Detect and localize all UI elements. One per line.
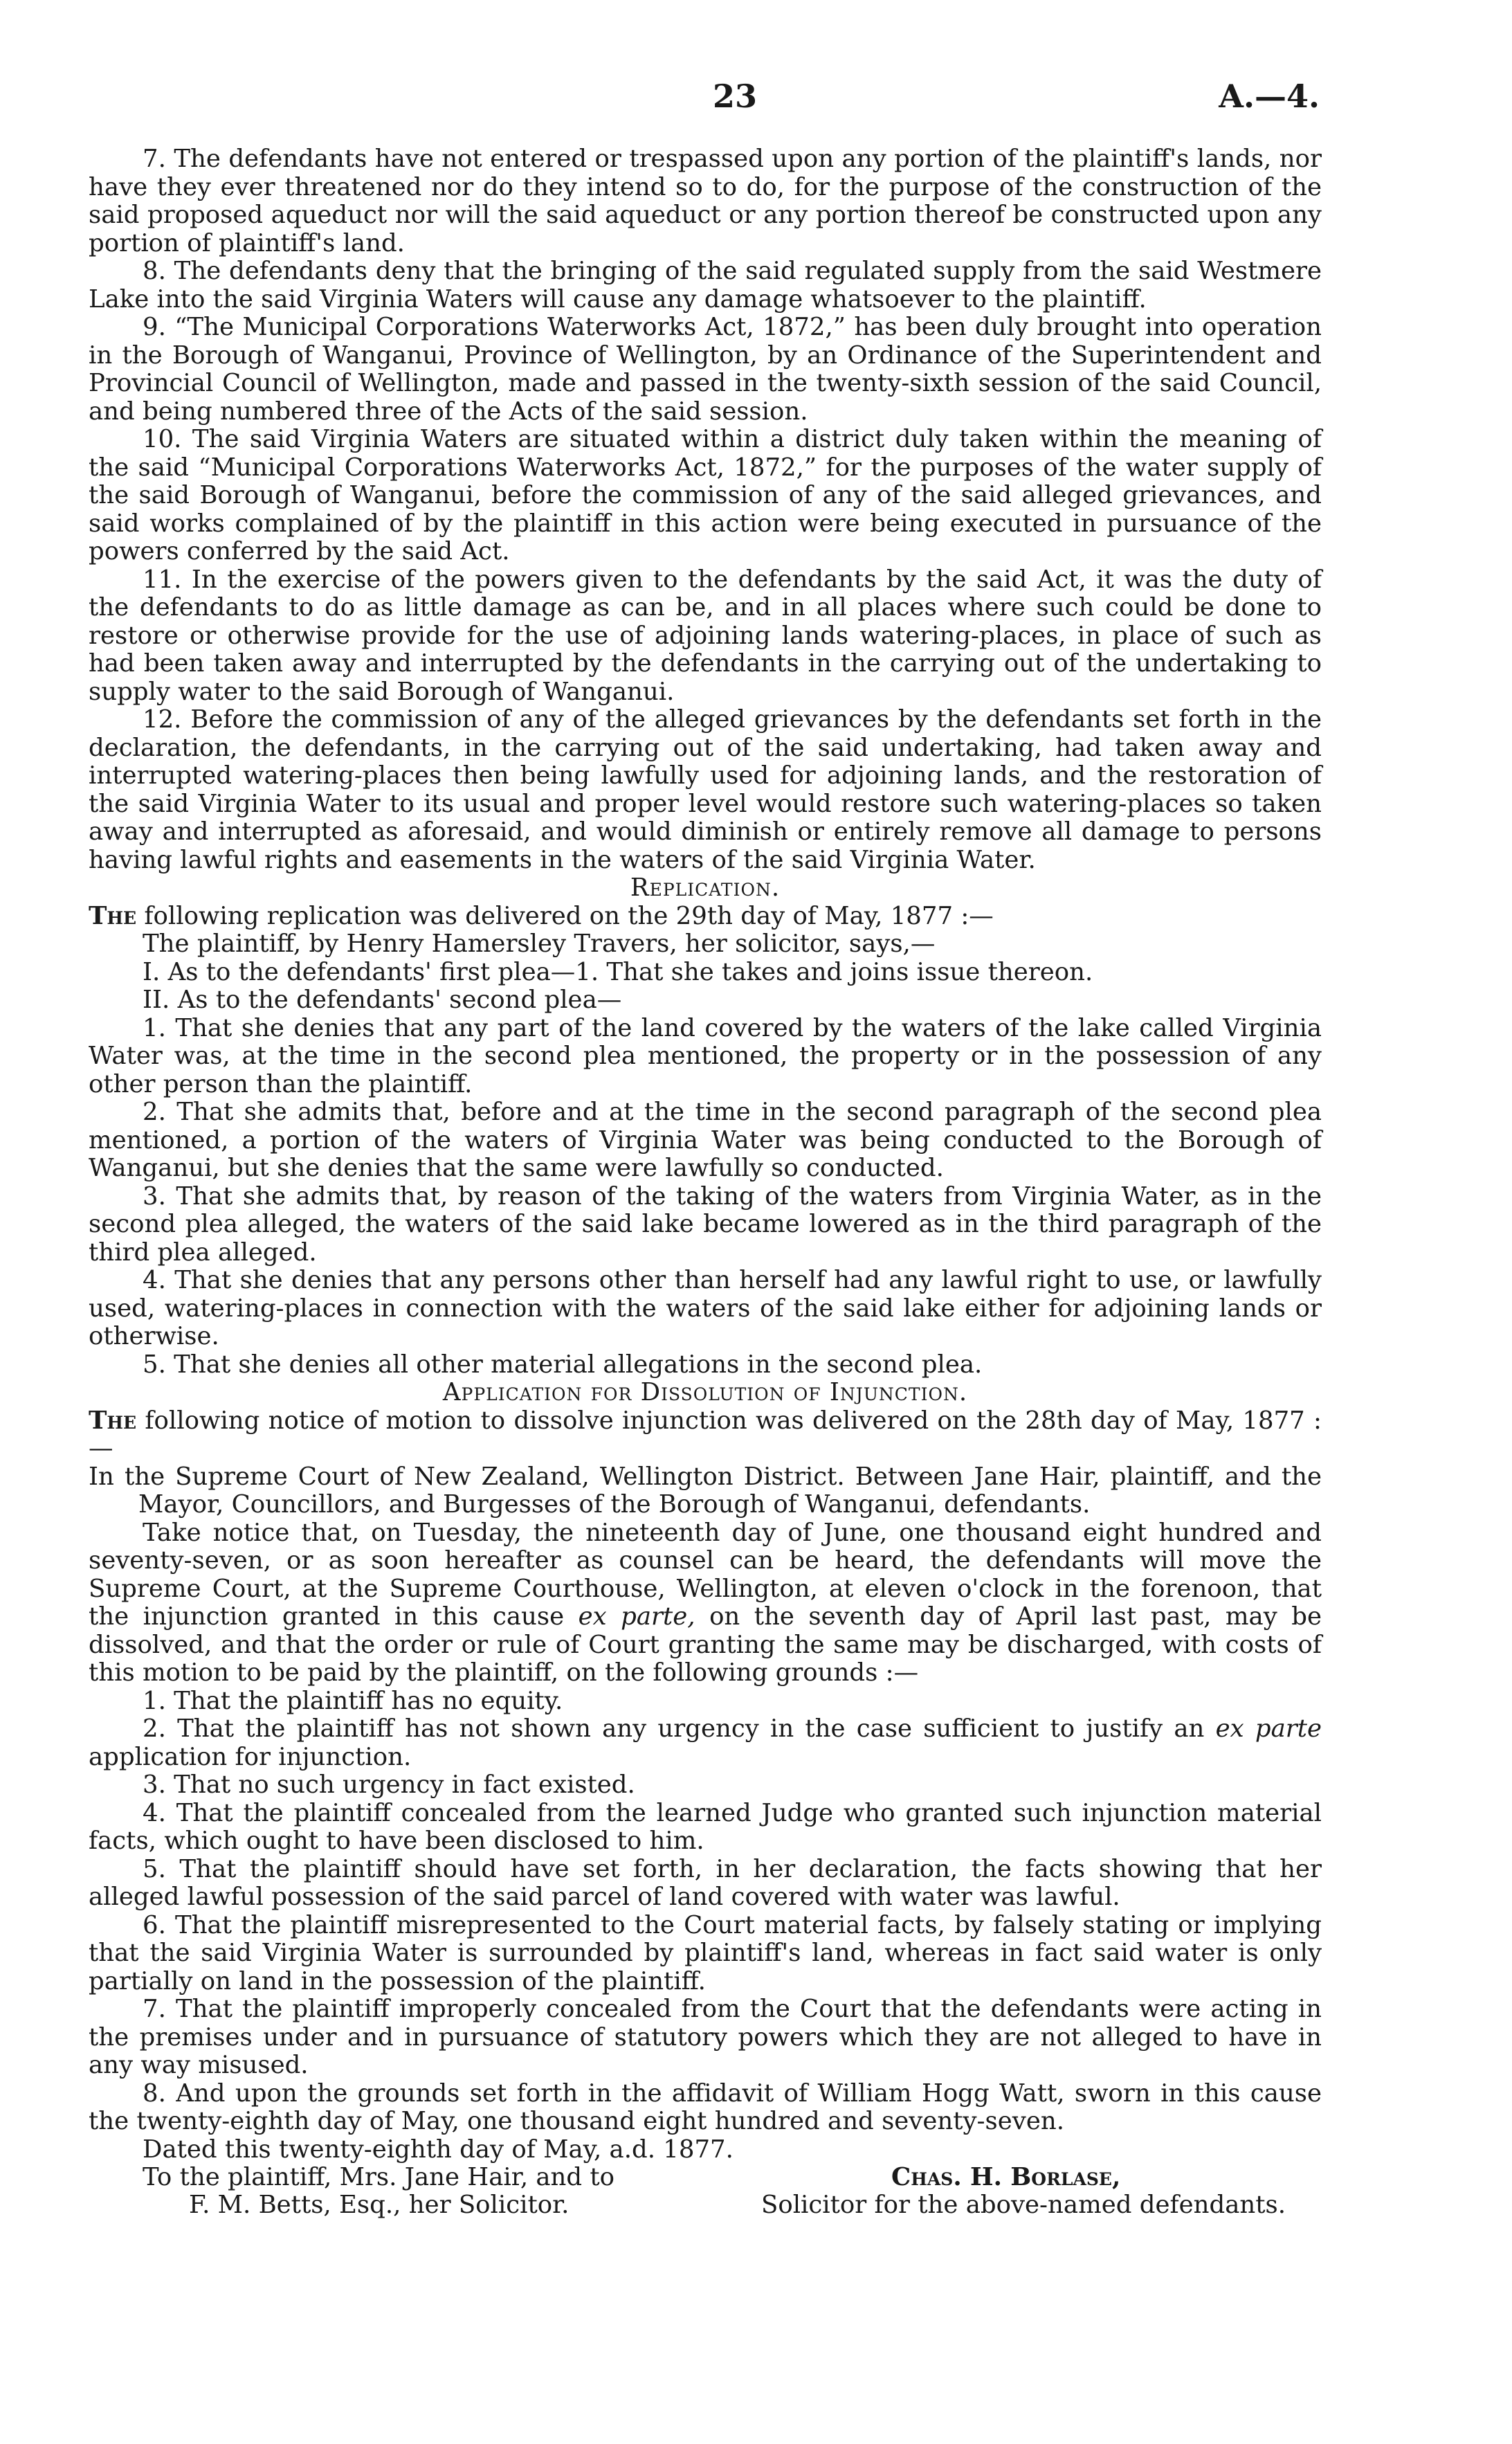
notice-text: Take notice that, on Tuesday, the nineteenth day of June, one thousand eight hundred and seventy-seven, or as soon hereafter as counsel can be heard, the defendants will move the Supreme Court, at the Supreme Courthouse, Wellington, at eleven o'clock in the forenoon, that the injunction granted in this cause	[89, 1518, 1322, 1631]
paragraph: I. As to the defendants' first plea—1. That she takes and joins issue thereon.	[143, 957, 1093, 986]
ground-item: 6. That the plaintiff misrepresented to the Court material facts, by falsely stating or implying that the said Virginia Water is surrounded by plaintiff's land, whereas in fact said water is only partially on land in the possession of the plaintiff.	[89, 1910, 1322, 1995]
section-intro	[89, 1407, 1322, 1463]
ground-text: application for injunction.	[89, 1742, 412, 1771]
document-body	[89, 145, 1322, 2222]
latin-term: ex parte,	[578, 1602, 695, 1631]
latin-term: ex parte	[1215, 1714, 1322, 1743]
page-header	[0, 78, 1512, 119]
paragraph: 7. The defendants have not entered or trespassed upon any portion of the plaintiff's lands, nor have they ever threatened nor do they intend so to do, for the purpose of the construction of the said proposed aqueduct nor will the said aqueduct or any portion thereof be constructed upon any portion of plaintiff's land.	[89, 145, 1322, 257]
paragraph: 3. That she admits that, by reason of the taking of the waters from Virginia Water, as in the second plea alleged, the waters of the said lake became lowered as in the third paragraph of the third plea alleged.	[89, 1182, 1322, 1267]
ground-item: 1. That the plaintiff has no equity.	[143, 1686, 563, 1715]
notice-text: on the seventh day of April last past, may be dissolved, and that the order or rule of Court granting the same may be discharged, with costs of this motion to be paid by the plaintiff, on the following grounds :—	[89, 1602, 1322, 1687]
paragraph: 9. “The Municipal Corporations Waterworks Act, 1872,” has been duly brought into operation in the Borough of Wanganui, Province of Wellington, by an Ordinance of the Superintendent and Provincial Council of Wellington, made and passed in the twenty-sixth session of the said Council, and being numbered three of the Acts of the said session.	[89, 313, 1322, 426]
paragraph: 4. That she denies that any persons other than herself had any lawful right to use, or lawfully used, watering-places in connection with the waters of the said lake either for adjoining lands or otherwise.	[89, 1266, 1322, 1350]
section-intro	[89, 903, 1322, 931]
ground-item: 5. That the plaintiff should have set forth, in her declaration, the facts showing that her alleged lawful possession of the said parcel of land covered with water was lawful.	[89, 1854, 1322, 1911]
ground-item: 8. And upon the grounds set forth in the affidavit of William Hogg Watt, sworn in this cause the twenty-eighth day of May, one thousand eight hundred and seventy-seven.	[89, 2079, 1322, 2135]
ground-item: 7. That the plaintiff improperly concealed from the Court that the defendants were acting in the premises under and in pursuance of statutory powers which they are not alleged to have in any way misused.	[89, 1995, 1322, 2079]
paragraph: II. As to the defendants' second plea—	[143, 986, 622, 1014]
paragraph: 11. In the exercise of the powers given to the defendants by the said Act, it was the duty of the defendants to do as little damage as can be, and in all places where such could be done to restore or otherwise provide for the use of adjoining lands watering-places, in place of such as had been taken away and interrupted by the defendants in the carrying out of the undertaking to supply water to the said Borough of Wanganui.	[89, 565, 1322, 706]
paragraph: 10. The said Virginia Waters are situated within a district duly taken within the meaning of the said “Municipal Corporations Waterworks Act, 1872,” for the purposes of the water supply of the said Borough of Wanganui, before the commission of any of the said alleged grievances, and said works complained of by the plaintiff in this action were being executed in pursuance of the powers conferred by the said Act.	[89, 425, 1322, 565]
ground-item: 4. That the plaintiff concealed from the learned Judge who granted such injunction material facts, which ought to have been disclosed to him.	[89, 1798, 1322, 1855]
ground-item: 3. That no such urgency in fact existed.	[143, 1771, 635, 1799]
signer-name: Chas. H. Borlase,	[891, 2163, 1121, 2191]
case-caption: In the Supreme Court of New Zealand, Wellington District. Between Jane Hair, plaintiff, and the Mayor, Councillors, and Burgesses of the Borough of Wanganui, defendants.	[89, 1462, 1322, 1519]
paragraph: 5. That she denies all other material allegations in the second plea.	[143, 1350, 983, 1379]
application-section	[89, 1379, 1322, 2222]
replication-section	[89, 874, 1322, 1379]
defence-paragraphs	[89, 145, 1322, 874]
signer-title: Solicitor for the above-named defendants.	[761, 2191, 1286, 2219]
document-reference: A.—4.	[1219, 78, 1320, 115]
signature-block	[89, 2164, 1322, 2222]
addressee-line: F. M. Betts, Esq., her Solicitor.	[189, 2191, 570, 2219]
ground-text: 2. That the plaintiff has not shown any urgency in the case sufficient to justify an	[143, 1714, 1205, 1743]
paragraph: 12. Before the commission of any of the alleged grievances by the defendants set forth in the declaration, the defendants, in the carrying out of the said undertaking, had taken away and interrupted watering-places then being lawfully used for adjoining lands, and the restoration of the said Virginia Water to its usual and proper level would restore such watering-places so taken away and interrupted as aforesaid, and would diminish or entirely remove all damage to persons having lawful rights and easements in the waters of the said Virginia Water.	[89, 705, 1322, 874]
section-heading: Replication.	[630, 873, 781, 902]
lead-word: The	[89, 1406, 137, 1435]
addressee-line: To the plaintiff, Mrs. Jane Hair, and to	[143, 2163, 615, 2191]
paragraph: The plaintiff, by Henry Hamersley Travers, her solicitor, says,—	[143, 930, 936, 958]
ground-item	[89, 1715, 1322, 1771]
section-heading: Application for Dissolution of Injunction.	[442, 1378, 968, 1406]
page-number: 23	[713, 78, 758, 115]
dated-line: Dated this twenty-eighth day of May, a.d. 1877.	[143, 2135, 734, 2164]
paragraph: 2. That she admits that, before and at the time in the second paragraph of the second plea mentioned, a portion of the waters of Virginia Water was being conducted to the Borough of Wanganui, but she denies that the same were lawfully so conducted.	[89, 1098, 1322, 1182]
lead-word: The	[89, 901, 137, 930]
paragraph: 1. That she denies that any part of the land covered by the waters of the lake called Virginia Water was, at the time in the second plea mentioned, the property or in the possession of any other person than the plaintiff.	[89, 1013, 1322, 1098]
notice-paragraph	[89, 1519, 1322, 1687]
paragraph: 8. The defendants deny that the bringing of the said regulated supply from the said Westmere Lake into the said Virginia Waters will cause any damage whatsoever to the plaintiff.	[89, 257, 1322, 314]
intro-text: following notice of motion to dissolve injunction was delivered on the 28th day of May, 1877 :—	[89, 1406, 1322, 1463]
intro-text: following replication was delivered on the 29th day of May, 1877 :—	[144, 901, 994, 930]
